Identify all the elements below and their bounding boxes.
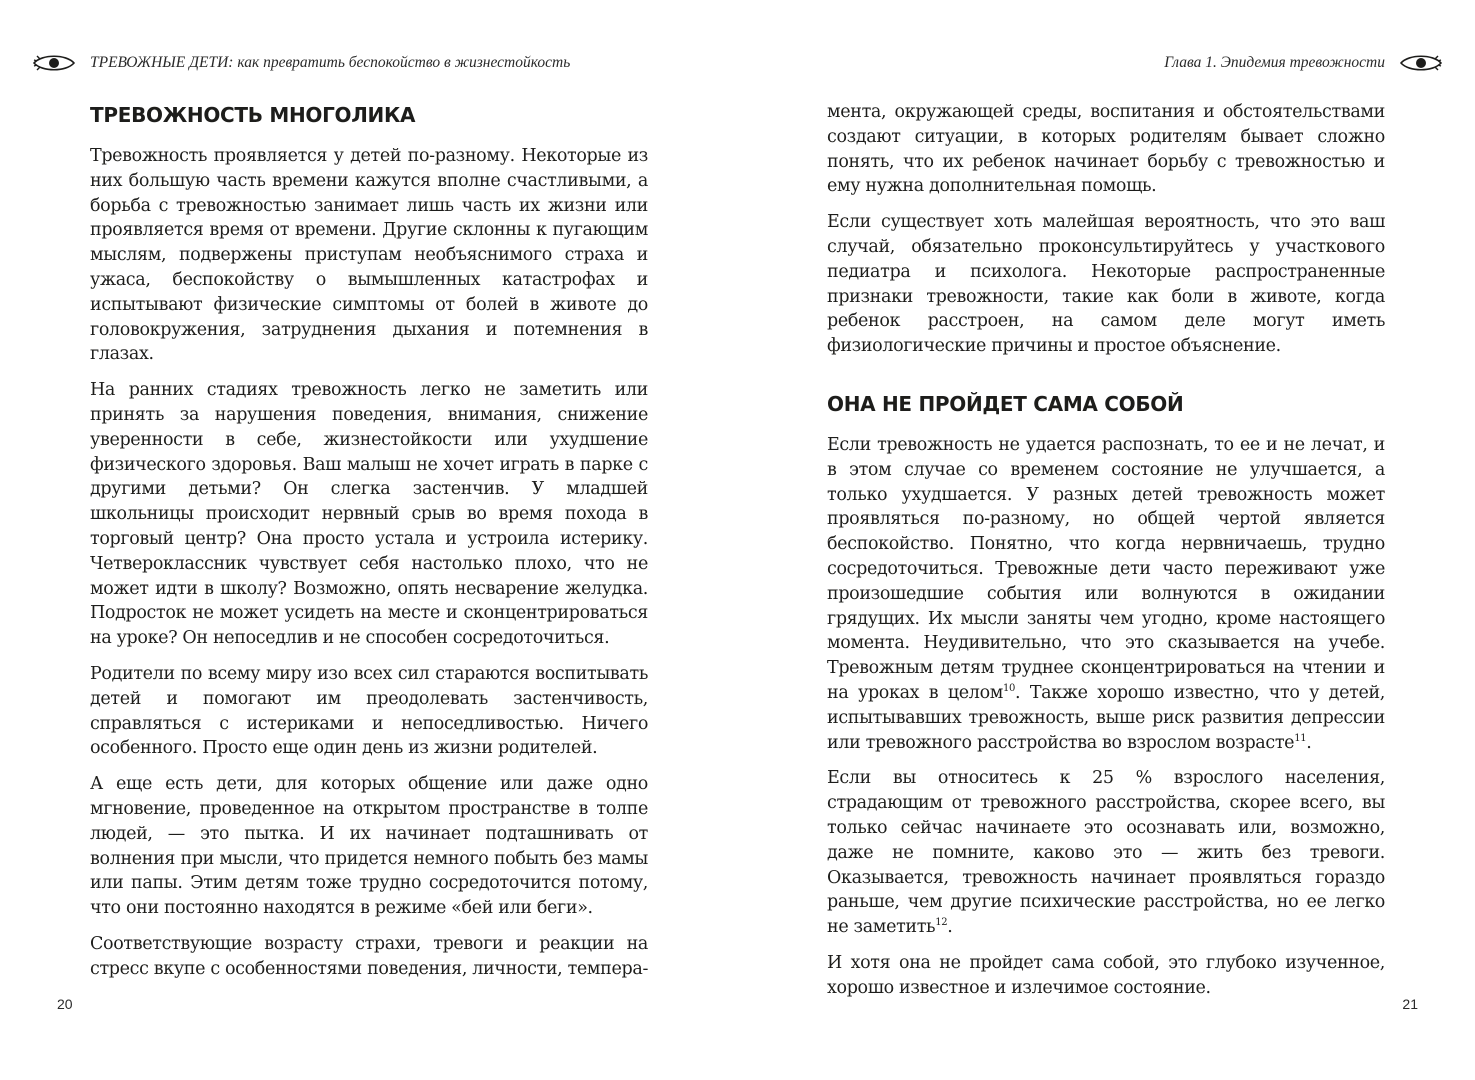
paragraph-text: Если вы относитесь к 25 % взрослого населения, страдающим от тревожного расстройства, скорее всего, вы только сейчас начинаете это осознавать или, возможно, даже не помните, каково это — жить без тревоги. Оказывается, тревожность начинает проявляться гораздо раньше, чем другие психические расстройства, но ее легко не заметить [827,768,1385,938]
eye-icon [32,52,76,74]
running-head-right [1164,52,1443,74]
paragraph: Если существует хоть малейшая вероятность, что это ваш случай, обязательно проконсультируйтесь у участкового педиатра и психолога. Некоторые распространенные признаки тревожности, такие как боли в животе, когда ребенок расстроен, на самом деле могут иметь физиологические причины и простое объяснение. [827,212,1385,357]
paragraph: А еще есть дети, для которых общение или даже одно мгновение, проведенное на открытом пространстве в толпе людей, — это пытка. И их начинает подташнивать от волнения при мысли, что придется немного побыть без мамы или папы. Этим детям тоже трудно сосредоточится потому, что они постоянно находятся в режиме «бей или беги». [90,774,648,919]
section-heading: ОНА НЕ ПРОЙДЕТ САМА СОБОЙ [827,391,1184,416]
paragraph [827,433,1385,755]
running-head-text: ТРЕВОЖНЫЕ ДЕТИ: как превратить беспокойство в жизнестойкость [90,54,571,71]
paragraph: На ранних стадиях тревожность легко не заметить или принять за нарушения поведения, внимания, снижение уверенности в себе, жизнестойкости или ухудшение физического здоровья. Ваш малыш не хочет играть в парке с другими детьми? Он слегка застенчив. У младшей школьницы происходит нервный срыв во время похода в торговый центр? Она просто устала и устроила истерику. Четвероклассник чувствует себя настолько плохо, что не может идти в школу? Возможно, опять несварение желудка. Подросток не может усидеть на месте и сконцентрироваться на уроке? Он непоседлив и не способен сосредоточиться. [90,380,648,649]
paragraph: И хотя она не пройдет сама собой, это глубоко изученное, хорошо известное и излечимое состояние. [827,952,1385,998]
paragraph: Родители по всему миру изо всех сил стараются воспитывать детей и помогают им преодолевать застенчивость, справляться с истериками и непоседливостью. Ничего особенного. Просто еще один день из жизни родителей. [90,663,648,759]
paragraph-text: Если тревожность не удается распознать, то ее и не лечат, и в этом случае со временем состояние не улучшается, а только ухудшается. У разных детей тревожность может проявляться по-разному, но общей чертой является беспокойство. Понятно, что когда нервничаешь, трудно сосредоточиться. Тревожные дети часто переживают уже произошедшие события или волнуются в ожидании грядущих. Их мысли заняты чем угодно, кроме настоящего момента. Неудивительно, что это сказывается на учебе. Тревожным детям труднее сконцентрироваться на чтении и на уроках в целом [827,434,1385,703]
right-page [738,0,1475,1080]
eye-icon [1399,52,1443,74]
paragraph-text: . [947,917,953,938]
footnote-ref: 12 [935,917,948,929]
footnote-ref: 10 [1003,683,1016,695]
paragraph [827,766,1385,940]
page-number-left: 20 [57,996,73,1012]
paragraph: Тревожность проявляется у детей по-разному. Некоторые из них большую часть времени кажутся вполне счастливыми, а борьба с тревожностью занимает лишь часть их жизни или проявляется время от времени. Другие склонны к пугающим мыслям, подвержены приступам необъяснимого страха и ужаса, беспокойству о вымышленных катастрофах и испытывают физические симптомы от болей в животе до головокружения, затруднения дыхания и потемнения в глазах. [90,146,648,365]
right-page-body [827,100,1385,1012]
left-page-body [90,102,648,993]
running-head-left [32,52,570,74]
paragraph-text: . Также хорошо известно, что у детей, испытывавших тревожность, выше риск развития депрессии или тревожного расстройства во взрослом возрасте [827,682,1385,753]
section-heading: ТРЕВОЖНОСТЬ МНОГОЛИКА [90,103,416,127]
page-number-right: 21 [1402,996,1418,1012]
running-head-text: Глава 1. Эпидемия тревожности [1164,54,1385,71]
paragraph: мента, окружающей среды, воспитания и обстоятельствами создают ситуации, в которых родителям бывает сложно понять, что их ребенок начинает борьбу с тревожностью и ему нужна дополнительная помощь. [827,102,1385,197]
paragraph-text: . [1306,732,1312,753]
left-page [0,0,737,1080]
paragraph: Соответствующие возрасту страхи, тревоги и реакции на стресс вкупе с особенностями поведения, личности, темпера- [90,933,649,979]
footnote-ref: 11 [1294,732,1307,744]
